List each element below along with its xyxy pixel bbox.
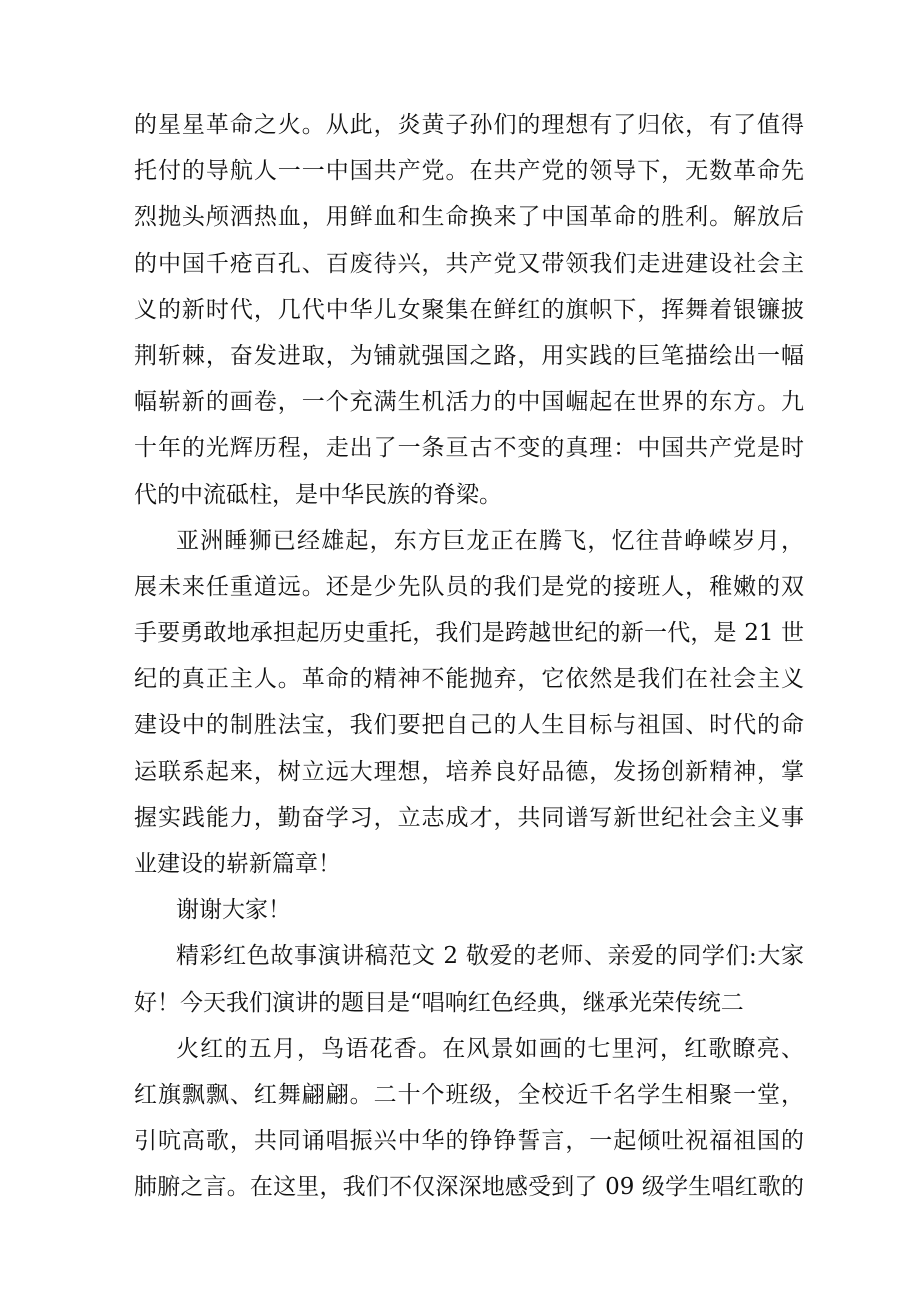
text-line: 幅崭新的画卷，一个充满生机活力的中国崛起在世界的东方。九 <box>134 389 804 416</box>
text-line: 好！今天我们演讲的题目是“唱响红色经典，继承光荣传统二 <box>134 989 744 1016</box>
text-line: 握实践能力，勤奋学习，立志成才，共同谱写新世纪社会主义事 <box>134 804 804 831</box>
text-line: 十年的光辉历程，走出了一条亘古不变的真理：中国共产党是时 <box>134 435 804 462</box>
text-line: 荆斩棘，奋发进取，为铺就强国之路，用实践的巨笔描绘出一幅 <box>134 342 804 369</box>
text-line: 亚洲睡狮已经雄起，东方巨龙正在腾飞，忆往昔峥嵘岁月， <box>176 527 804 554</box>
text-line: 的星星革命之火。从此，炎黄子孙们的理想有了归依，有了值得 <box>134 112 804 138</box>
text-line: 纪的真正主人。革命的精神不能抛弃，它依然是我们在社会主义 <box>134 666 804 693</box>
text-line: 烈抛头颅洒热血，用鲜血和生命换来了中国革命的胜利。解放后 <box>134 204 804 231</box>
text-line: 谢谢大家！ <box>176 897 291 924</box>
text-line: 引吭高歌，共同诵唱振兴中华的铮铮誓言，一起倾吐祝福祖国的 <box>134 1128 804 1155</box>
text-line: 建设中的制胜法宝，我们要把自己的人生目标与祖国、时代的命 <box>134 712 804 739</box>
text-line: 精彩红色故事演讲稿范文 2 敬爱的老师、亲爱的同学们:大家 <box>176 943 804 970</box>
text-line: 展未来任重道远。还是少先队员的我们是党的接班人，稚嫩的双 <box>134 573 804 600</box>
document-body <box>134 102 804 1211</box>
text-line: 的中国千疮百孔、百废待兴，共产党又带领我们走进建设社会主 <box>134 250 804 277</box>
text-line: 肺腑之言。在这里，我们不仅深深地感受到了 09 级学生唱红歌的 <box>134 1174 804 1201</box>
text-line: 运联系起来，树立远大理想，培养良好品德，发扬创新精神，掌 <box>134 758 804 785</box>
text-line: 代的中流砥柱，是中华民族的脊梁。 <box>134 481 502 508</box>
text-line: 红旗飘飘、红舞翩翩。二十个班级，全校近千名学生相聚一堂， <box>134 1081 804 1108</box>
text-line: 托付的导航人一一中国共产党。在共产党的领导下，无数革命先 <box>134 158 804 185</box>
text-line: 义的新时代，几代中华儿女聚集在鲜红的旗帜下，挥舞着银镰披 <box>134 296 804 323</box>
text-line: 业建设的崭新篇章！ <box>134 851 341 877</box>
text-line: 手要勇敢地承担起历史重托，我们是跨越世纪的新一代，是 21 世 <box>134 620 804 647</box>
text-line: 火红的五月，鸟语花香。在风景如画的七里河，红歌瞭亮、 <box>176 1035 804 1062</box>
